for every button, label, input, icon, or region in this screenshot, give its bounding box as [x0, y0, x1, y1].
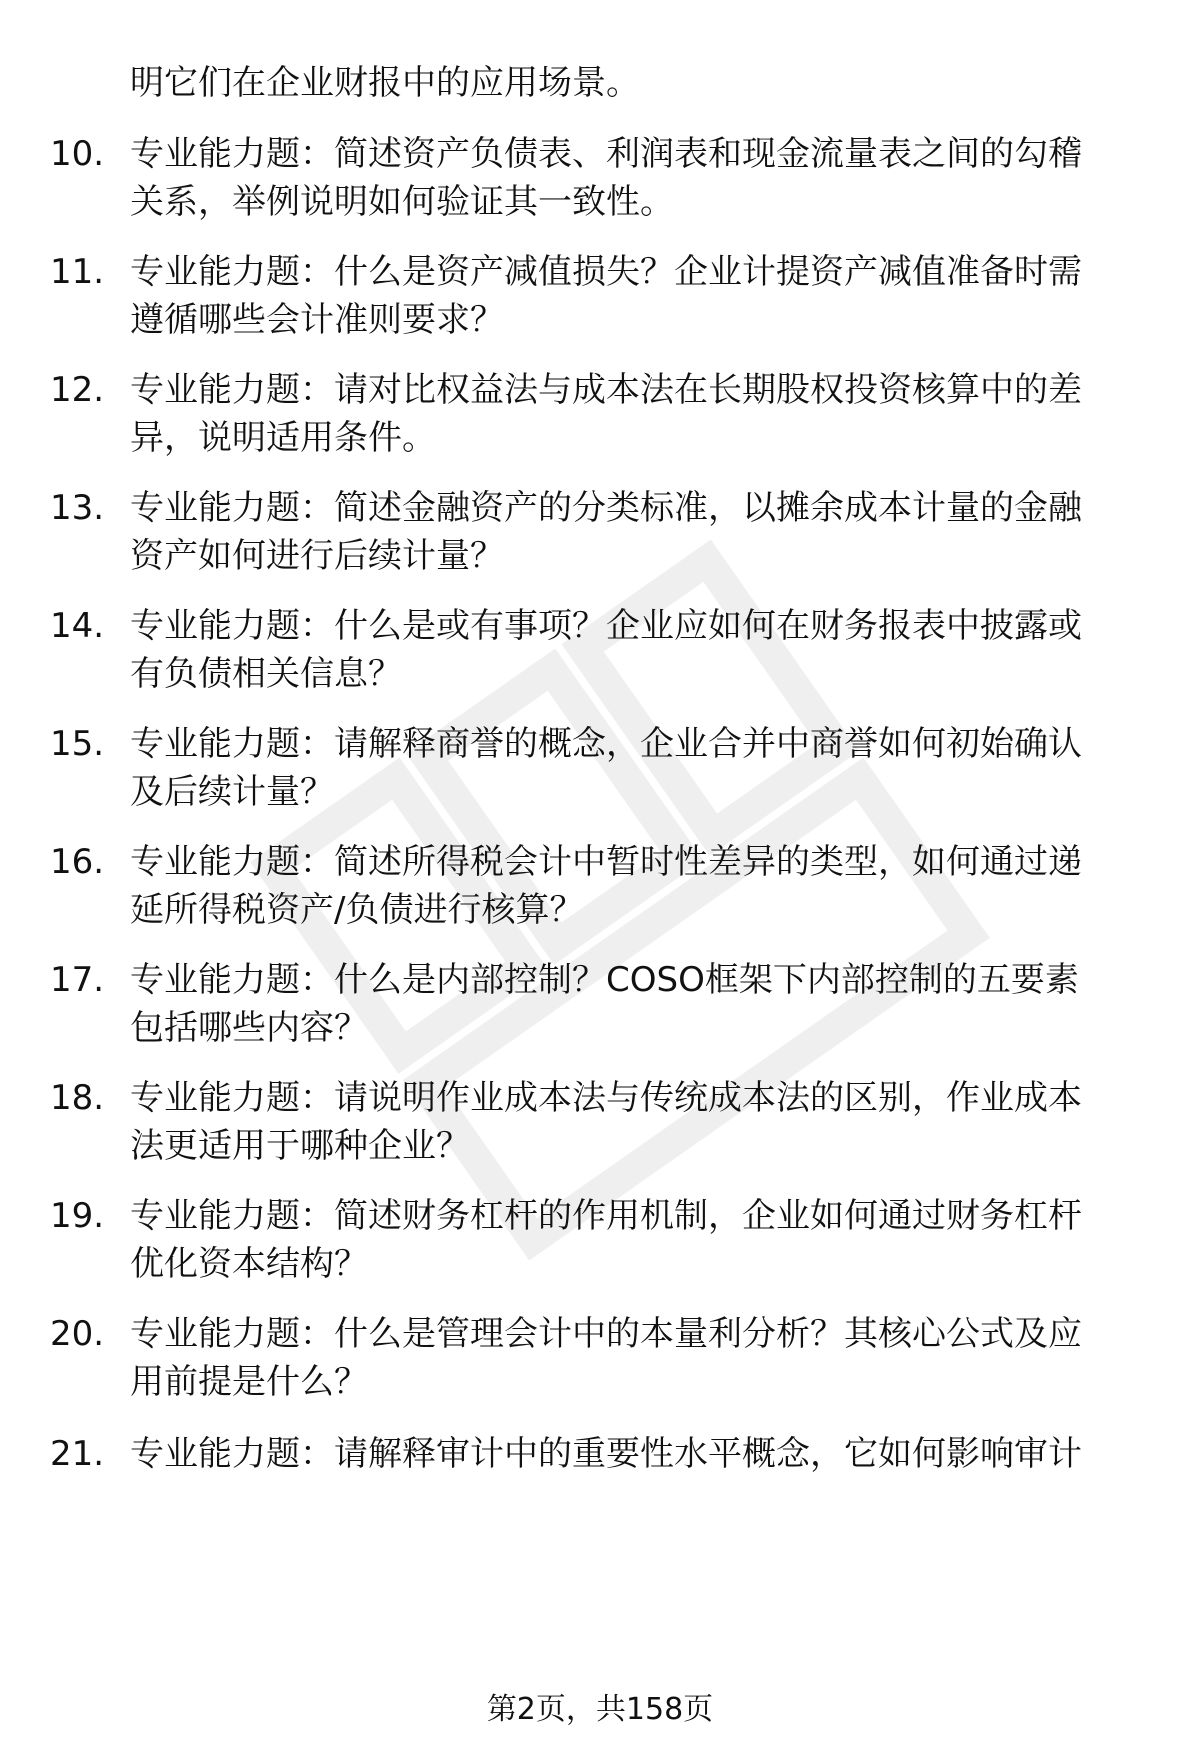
- item-number: 14.: [50, 606, 105, 646]
- item-text-line-2: 异，说明适用条件。: [130, 418, 436, 458]
- item-number: 12.: [50, 370, 105, 410]
- item-text-line-2: 延所得税资产/负债进行核算？: [130, 890, 584, 930]
- item-text-line-2: 关系，举例说明如何验证其一致性。: [130, 182, 674, 222]
- item-text-line-1: 专业能力题：请对比权益法与成本法在长期股权投资核算中的差: [130, 370, 1082, 410]
- item-text-line-1: 专业能力题：请说明作业成本法与传统成本法的区别，作业成本: [130, 1078, 1082, 1118]
- item-text-line-2: 包括哪些内容？: [130, 1008, 368, 1048]
- item-text-line-2: 遵循哪些会计准则要求？: [130, 300, 504, 340]
- item-number: 13.: [50, 488, 105, 528]
- item-text-line-1: 专业能力题：什么是管理会计中的本量利分析？其核心公式及应: [130, 1314, 1082, 1354]
- item-text-line-1: 专业能力题：简述财务杠杆的作用机制，企业如何通过财务杠杆: [130, 1196, 1082, 1236]
- item-text-line-1: 专业能力题：什么是内部控制？COSO框架下内部控制的五要素: [130, 960, 1079, 1000]
- item-text-line-1: 专业能力题：请解释审计中的重要性水平概念，它如何影响审计: [130, 1434, 1082, 1474]
- item-text-line-1: 专业能力题：什么是或有事项？企业应如何在财务报表中披露或: [130, 606, 1082, 646]
- item-number: 20.: [50, 1314, 105, 1354]
- item-text-line-1: 专业能力题：请解释商誉的概念，企业合并中商誉如何初始确认: [130, 724, 1082, 764]
- item-text-line-2: 用前提是什么？: [130, 1362, 368, 1402]
- item-text-line-2: 资产如何进行后续计量？: [130, 536, 504, 576]
- item-text-line-1: 专业能力题：简述金融资产的分类标准，以摊余成本计量的金融: [130, 488, 1082, 528]
- continuation-line: 明它们在企业财报中的应用场景。: [130, 63, 640, 103]
- item-number: 21.: [50, 1434, 105, 1474]
- item-number: 19.: [50, 1196, 105, 1236]
- page-footer: 第2页，共158页: [486, 1692, 714, 1727]
- item-text-line-1: 专业能力题：简述资产负债表、利润表和现金流量表之间的勾稽: [130, 134, 1082, 174]
- item-number: 18.: [50, 1078, 105, 1118]
- item-number: 17.: [50, 960, 105, 1000]
- item-number: 16.: [50, 842, 105, 882]
- item-number: 15.: [50, 724, 105, 764]
- item-text-line-2: 及后续计量？: [130, 772, 334, 812]
- item-text-line-2: 法更适用于哪种企业？: [130, 1126, 470, 1166]
- item-text-line-1: 专业能力题：简述所得税会计中暂时性差异的类型，如何通过递: [130, 842, 1082, 882]
- item-number: 10.: [50, 134, 105, 174]
- item-text-line-2: 有负债相关信息？: [130, 654, 402, 694]
- item-text-line-1: 专业能力题：什么是资产减值损失？企业计提资产减值准备时需: [130, 252, 1082, 292]
- item-number: 11.: [50, 252, 105, 292]
- item-text-line-2: 优化资本结构？: [130, 1244, 368, 1284]
